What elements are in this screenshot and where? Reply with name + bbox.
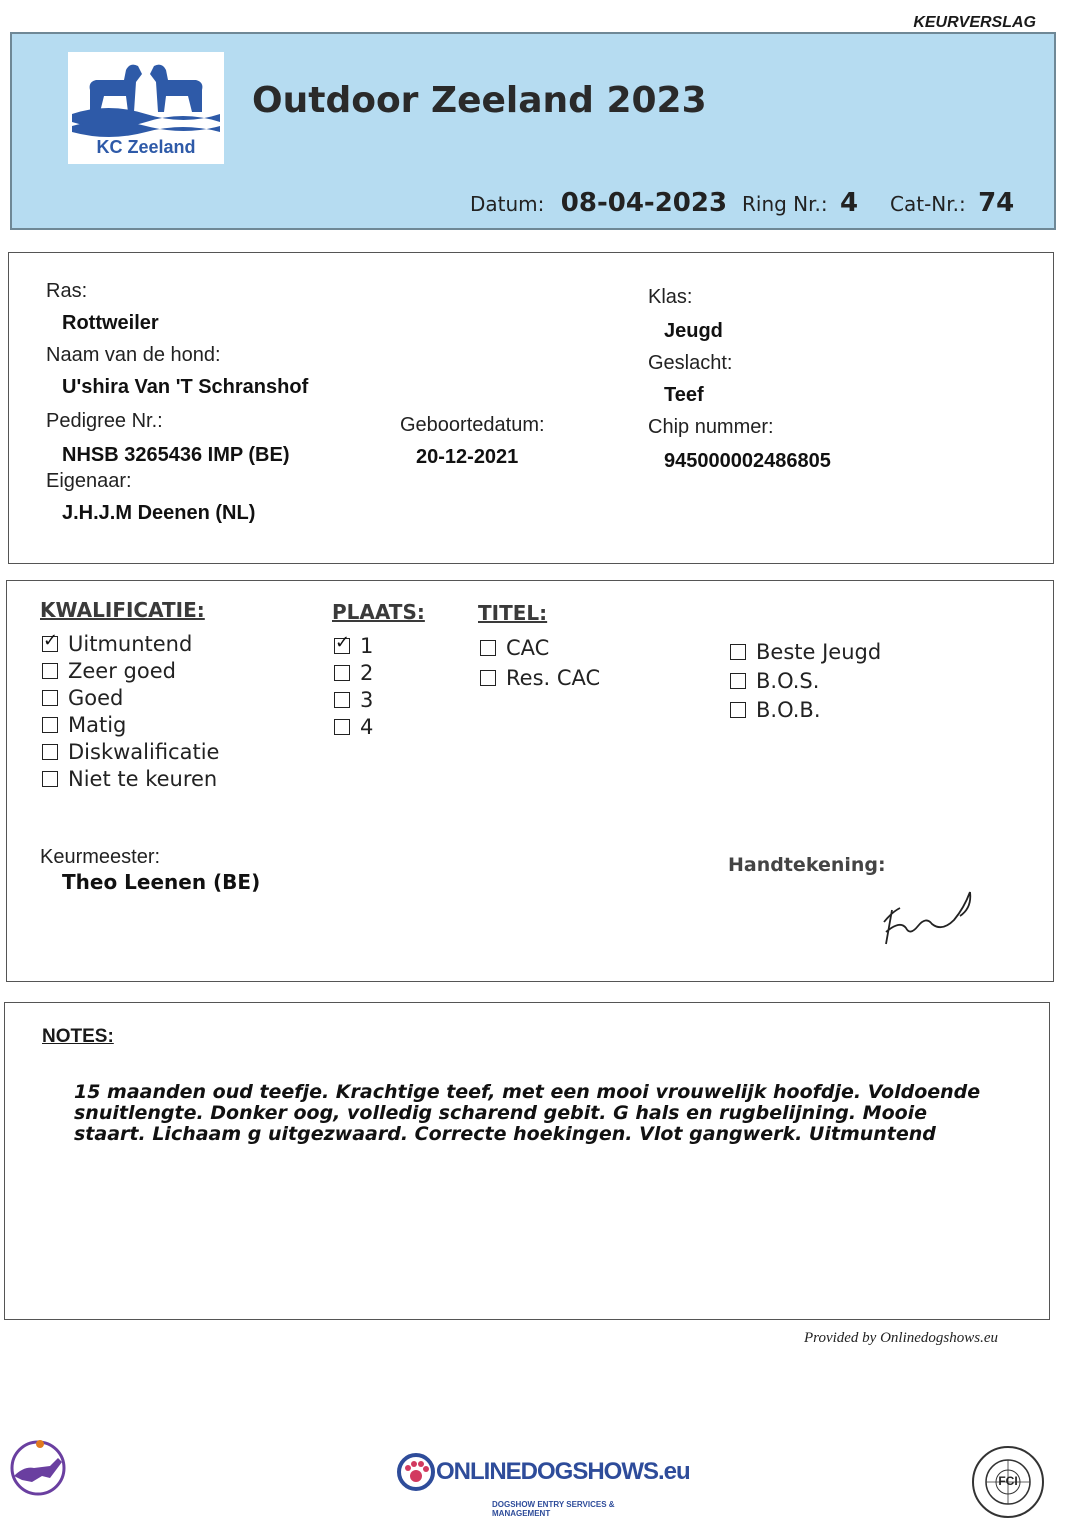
- extra-award-list: [730, 637, 881, 724]
- chip-label: Chip nummer:: [648, 416, 774, 438]
- titel-option-label: Res. CAC: [506, 666, 601, 690]
- onlinedogshows-logo[interactable]: [396, 1452, 690, 1518]
- checkbox-icon[interactable]: [42, 663, 58, 679]
- fci-text: FCI: [998, 1474, 1018, 1488]
- pedigree-value: NHSB 3265436 IMP (BE): [62, 444, 290, 466]
- notes-line: 15 maanden oud teefje. Krachtige teef, met een mooi vrouwelijk hoofdje. Voldoende: [74, 1081, 981, 1103]
- kwal-option-label: Uitmuntend: [68, 631, 193, 656]
- checkbox-icon[interactable]: [42, 744, 58, 760]
- plaats-option-label: 2: [360, 660, 374, 685]
- chip-value: 945000002486805: [664, 450, 831, 472]
- geslacht-label: Geslacht:: [648, 352, 733, 374]
- plaats-option-label: 1: [360, 633, 374, 658]
- kwalificatie-heading: KWALIFICATIE:: [40, 598, 205, 622]
- plaats-list: [334, 632, 373, 740]
- kwal-option[interactable]: [42, 738, 219, 765]
- checkbox-icon[interactable]: [42, 717, 58, 733]
- checkbox-icon[interactable]: [42, 636, 58, 652]
- checkbox-icon[interactable]: [730, 702, 746, 718]
- award-option-label: B.O.S.: [756, 668, 820, 693]
- signature-icon: [870, 882, 990, 952]
- eigenaar-label: Eigenaar:: [46, 470, 132, 492]
- ring-field: [742, 188, 858, 218]
- kwal-option[interactable]: [42, 684, 219, 711]
- keurmeester-value: Theo Leenen (BE): [62, 870, 261, 894]
- paw-icon: [396, 1452, 436, 1492]
- kc-zeeland-logo: [68, 52, 224, 164]
- checkbox-icon[interactable]: [42, 771, 58, 787]
- checkbox-icon[interactable]: [730, 673, 746, 689]
- kwal-option[interactable]: [42, 657, 219, 684]
- ras-label: Ras:: [46, 280, 88, 302]
- kwal-option-label: Zeer goed: [68, 658, 176, 683]
- event-title: Outdoor Zeeland 2023: [252, 80, 707, 121]
- checkbox-icon[interactable]: [334, 719, 350, 735]
- kwalificatie-list: [42, 630, 219, 792]
- plaats-option[interactable]: [334, 659, 373, 686]
- checkbox-icon[interactable]: [334, 665, 350, 681]
- ras-value: Rottweiler: [62, 312, 159, 334]
- plaats-option-label: 4: [360, 714, 374, 739]
- document-type: KEURVERSLAG: [913, 14, 1036, 31]
- logo-text: KC Zeeland: [96, 137, 196, 157]
- checkbox-icon[interactable]: [334, 692, 350, 708]
- notes-text: [74, 1082, 1034, 1145]
- pedigree-label: Pedigree Nr.:: [46, 410, 163, 432]
- checkbox-icon[interactable]: [480, 670, 496, 686]
- kwal-option-label: Niet te keuren: [68, 766, 218, 791]
- kwal-option-label: Goed: [68, 685, 124, 710]
- plaats-option[interactable]: [334, 632, 373, 659]
- notes-box: [4, 1002, 1050, 1320]
- plaats-option-label: 3: [360, 687, 374, 712]
- kwal-option-label: Diskwalificatie: [68, 739, 220, 764]
- eigenaar-value: J.H.J.M Deenen (NL): [62, 502, 256, 524]
- cat-value: 74: [978, 188, 1015, 218]
- ring-value: 4: [839, 188, 859, 218]
- cat-field: [890, 188, 1014, 218]
- kwal-option-label: Matig: [68, 712, 127, 737]
- klas-value: Jeugd: [664, 320, 723, 342]
- award-option[interactable]: [730, 637, 881, 666]
- geslacht-value: Teef: [664, 384, 704, 406]
- notes-heading: NOTES:: [42, 1026, 114, 1047]
- dog-agility-logo-icon: [6, 1436, 70, 1500]
- dogs-logo-icon: [68, 52, 224, 142]
- klas-label: Klas:: [648, 286, 693, 308]
- award-option[interactable]: [730, 666, 881, 695]
- titel-option[interactable]: [480, 663, 600, 693]
- titel-heading: TITEL:: [478, 601, 548, 625]
- titel-option-label: CAC: [506, 636, 550, 660]
- award-option-label: Beste Jeugd: [756, 639, 882, 664]
- datum-label: Datum:: [470, 192, 545, 216]
- plaats-option[interactable]: [334, 686, 373, 713]
- naam-value: U'shira Van 'T Schranshof: [62, 376, 309, 398]
- checkbox-icon[interactable]: [730, 644, 746, 660]
- cat-label: Cat-Nr.:: [890, 192, 966, 216]
- ring-label: Ring Nr.:: [742, 192, 828, 216]
- award-option[interactable]: [730, 695, 881, 724]
- kwal-option[interactable]: [42, 765, 219, 792]
- fci-logo: [970, 1444, 1046, 1520]
- checkbox-icon[interactable]: [42, 690, 58, 706]
- titel-option[interactable]: [480, 633, 600, 663]
- notes-line: snuitlengte. Donker oog, volledig scharend gebit. G hals en rugbelijning. Mooie: [74, 1102, 928, 1124]
- kwal-option[interactable]: [42, 711, 219, 738]
- plaats-heading: PLAATS:: [332, 600, 425, 624]
- keurmeester-label: Keurmeester:: [40, 846, 161, 868]
- naam-label: Naam van de hond:: [46, 344, 221, 366]
- ods-logo-text: ONLINEDOGSHOWS.eu: [436, 1458, 690, 1485]
- checkbox-icon[interactable]: [480, 640, 496, 656]
- datum-value: 08-04-2023: [560, 188, 728, 218]
- plaats-option[interactable]: [334, 713, 373, 740]
- titel-list: [480, 633, 600, 693]
- kwal-option[interactable]: [42, 630, 219, 657]
- provided-by-text: Provided by Onlinedogshows.eu: [804, 1330, 998, 1346]
- handtekening-label: Handtekening:: [728, 854, 886, 876]
- award-option-label: B.O.B.: [756, 697, 821, 722]
- geboortedatum-label: Geboortedatum:: [400, 414, 545, 436]
- datum-field: [470, 188, 727, 218]
- ods-tagline: DOGSHOW ENTRY SERVICES & MANAGEMENT: [492, 1500, 615, 1518]
- notes-line: staart. Lichaam g uitgezwaard. Correcte hoekingen. Vlot gangwerk. Uitmuntend: [74, 1123, 936, 1145]
- geboortedatum-value: 20-12-2021: [416, 446, 519, 468]
- checkbox-icon[interactable]: [334, 638, 350, 654]
